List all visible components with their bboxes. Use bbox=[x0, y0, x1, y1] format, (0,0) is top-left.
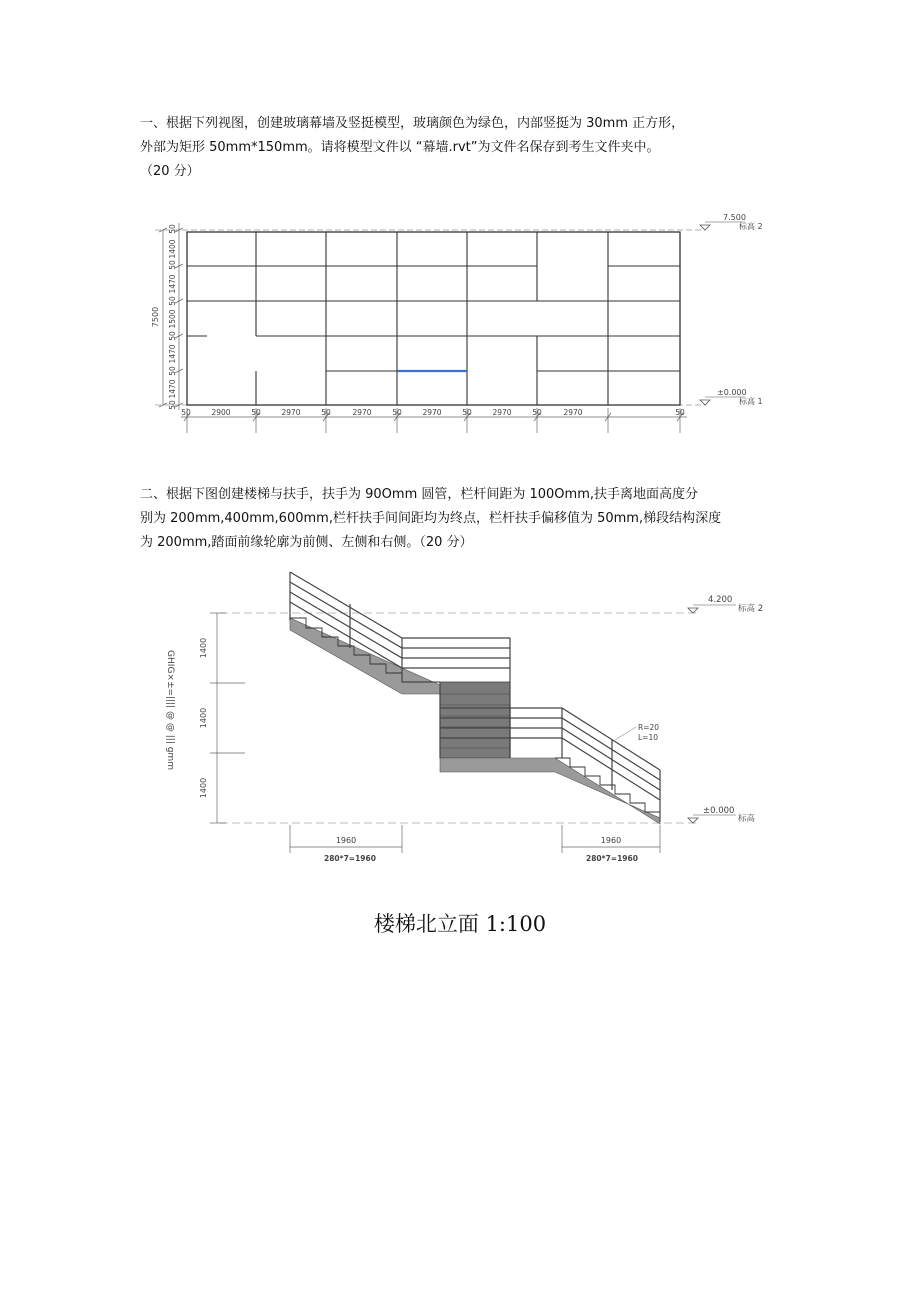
level-top-value: 4.200 bbox=[708, 595, 733, 605]
col-dim: 50 bbox=[675, 408, 685, 417]
curtain-wall-elevation bbox=[145, 205, 785, 440]
level-marker-bottom bbox=[688, 818, 698, 823]
col-dim: 2970 bbox=[492, 408, 512, 417]
row-dim: 1470 bbox=[168, 274, 177, 294]
row-dim: 50 bbox=[168, 366, 177, 376]
question-2-line-3: 为 200mm,踏面前缘轮廓为前侧、左侧和右侧。（20 分） bbox=[140, 535, 473, 550]
level-top-name: 标高 2 bbox=[739, 222, 763, 231]
formula-left: 280*7=1960 bbox=[324, 854, 376, 863]
col-dim: 2970 bbox=[422, 408, 442, 417]
level-top-name: 标高 2 bbox=[738, 604, 764, 614]
upper-railing bbox=[290, 572, 510, 684]
col-dim: 50 bbox=[532, 408, 542, 417]
col-dim: 50 bbox=[392, 408, 402, 417]
level-marker-bottom bbox=[700, 400, 710, 405]
col-dim: 50 bbox=[251, 408, 261, 417]
row-dim: 50 bbox=[168, 331, 177, 341]
middle-flight-block bbox=[440, 682, 510, 758]
level-bottom-value: ±0.000 bbox=[717, 388, 747, 397]
riser-dim: 1400 bbox=[199, 637, 208, 659]
run-left: 1960 bbox=[335, 836, 357, 845]
note-length: L=10 bbox=[638, 733, 659, 742]
lower-flight-body bbox=[440, 758, 660, 824]
row-dim: 1470 bbox=[168, 379, 177, 399]
riser-dim: 1400 bbox=[199, 707, 208, 729]
col-dim: 50 bbox=[321, 408, 331, 417]
question-2-line-2: 别为 200mm,400mm,600mm,栏杆扶手间间距均为终点，栏杆扶手偏移值为 50mm,梯段结构深度 bbox=[140, 511, 722, 526]
formula-right: 280*7=1960 bbox=[586, 854, 638, 863]
question-2-line-1: 二、根据下图创建楼梯与扶手，扶手为 90Omm 圆管，栏杆间距为 100Omm,扶手离地面高度分 bbox=[140, 487, 699, 502]
transoms bbox=[187, 266, 680, 371]
row-dim: 50 bbox=[168, 224, 177, 234]
row-dim: 1500 bbox=[168, 309, 177, 329]
riser-dim: 1400 bbox=[199, 777, 208, 799]
run-right: 1960 bbox=[600, 836, 622, 845]
col-dim: 50 bbox=[462, 408, 472, 417]
col-dim: 2900 bbox=[211, 408, 231, 417]
level-marker-top bbox=[688, 608, 698, 613]
question-1-line-3: （20 分） bbox=[140, 164, 200, 179]
overall-height-dim: 7500 bbox=[151, 306, 160, 328]
col-dim: 2970 bbox=[352, 408, 372, 417]
level-top-value: 7.500 bbox=[723, 213, 746, 222]
row-dim: 1400 bbox=[168, 239, 177, 259]
garbled-side-text: GHIG×±=|||| @ @ ||| gmm bbox=[165, 650, 175, 770]
col-dim: 50 bbox=[181, 408, 191, 417]
row-dim: 50 bbox=[168, 260, 177, 270]
level-bottom-name: 标高 1 bbox=[739, 397, 763, 406]
level-bottom-value: ±0.000 bbox=[703, 806, 735, 816]
mullions bbox=[256, 232, 608, 405]
question-1-line-2: 外部为矩形 50mm*150mm。请将模型文件以 “幕墙.rvt”为文件名保存到考生文件夹中。 bbox=[140, 140, 660, 155]
note-radius: R=20 bbox=[638, 723, 660, 732]
stair-elevation bbox=[160, 560, 780, 880]
row-dim: 50 bbox=[168, 400, 177, 410]
wall-frame bbox=[187, 232, 680, 405]
figure-caption: 楼梯北立面 1:100 bbox=[373, 912, 547, 936]
level-bottom-name: 标高 bbox=[738, 814, 756, 824]
upper-flight-body bbox=[290, 618, 440, 694]
level-marker-top bbox=[700, 225, 710, 230]
question-1 bbox=[140, 112, 780, 184]
row-dim: 50 bbox=[168, 296, 177, 306]
col-dim: 2970 bbox=[563, 408, 583, 417]
question-2 bbox=[140, 483, 780, 555]
col-dim: 2970 bbox=[281, 408, 301, 417]
row-dim: 1470 bbox=[168, 344, 177, 364]
question-1-line-1: 一、根据下列视图，创建玻璃幕墙及竖挺模型，玻璃颜色为绿色，内部竖挺为 30mm 正方形， bbox=[140, 116, 685, 131]
